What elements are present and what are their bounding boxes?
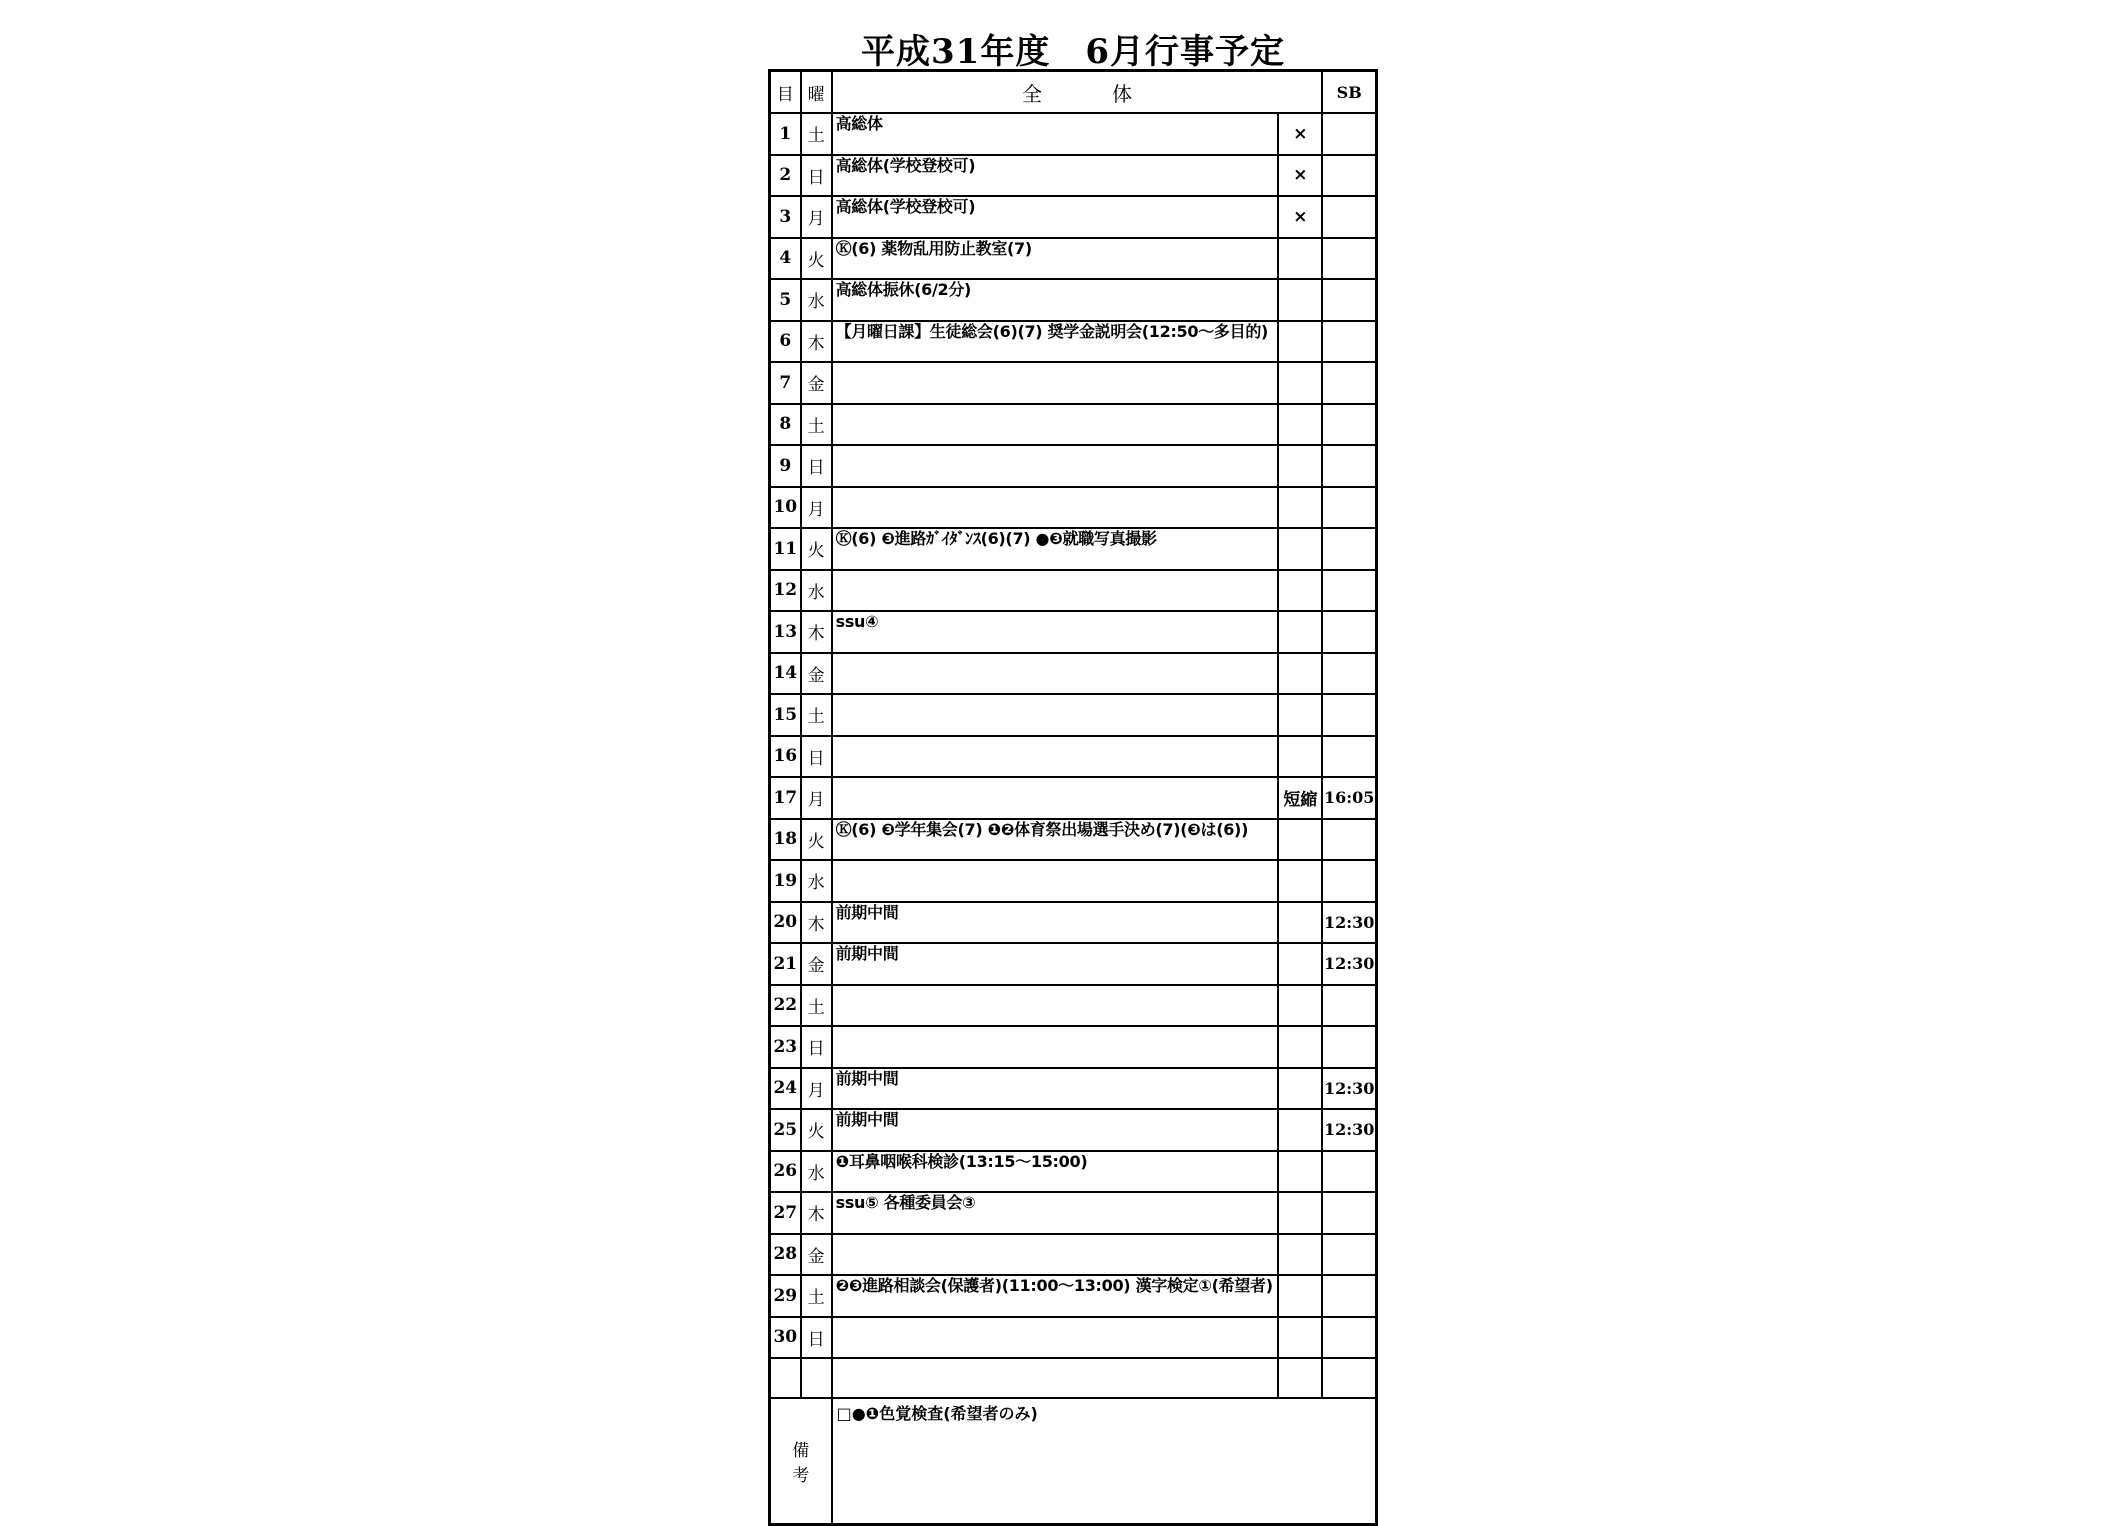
sb-cell bbox=[1322, 1234, 1376, 1276]
schedule-row bbox=[770, 1275, 1377, 1317]
day-cell: 23 bbox=[770, 1026, 801, 1068]
schedule-row bbox=[770, 404, 1377, 446]
schedule-row bbox=[770, 1151, 1377, 1193]
event-cell bbox=[832, 860, 1279, 902]
weekday-cell: 水 bbox=[801, 570, 832, 612]
weekday-cell: 金 bbox=[801, 362, 832, 404]
day-cell: 22 bbox=[770, 985, 801, 1027]
sb-cell bbox=[1322, 1192, 1376, 1234]
sb-cell bbox=[1322, 528, 1376, 570]
weekday-cell: 土 bbox=[801, 404, 832, 446]
schedule-row bbox=[770, 487, 1377, 529]
sb-cell bbox=[1322, 694, 1376, 736]
sb-cell bbox=[1322, 1317, 1376, 1359]
weekday-cell: 月 bbox=[801, 777, 832, 819]
mark-cell bbox=[1278, 1109, 1322, 1151]
day-cell: 6 bbox=[770, 321, 801, 363]
schedule-row bbox=[770, 528, 1377, 570]
schedule-row bbox=[770, 238, 1377, 280]
day-cell: 4 bbox=[770, 238, 801, 280]
schedule-row bbox=[770, 1109, 1377, 1151]
sb-cell bbox=[1322, 736, 1376, 778]
weekday-cell: 木 bbox=[801, 902, 832, 944]
header-zentai: 全体 bbox=[832, 71, 1323, 114]
event-cell: 前期中間 bbox=[832, 902, 1279, 944]
event-cell: ssu④ bbox=[832, 611, 1279, 653]
header-day: 目 bbox=[770, 71, 801, 114]
weekday-cell: 火 bbox=[801, 1109, 832, 1151]
sb-cell bbox=[1322, 445, 1376, 487]
schedule-row bbox=[770, 570, 1377, 612]
sb-cell bbox=[1322, 279, 1376, 321]
weekday-cell: 火 bbox=[801, 528, 832, 570]
event-cell bbox=[832, 736, 1279, 778]
day-cell: 9 bbox=[770, 445, 801, 487]
schedule-row bbox=[770, 943, 1377, 985]
day-cell: 25 bbox=[770, 1109, 801, 1151]
day-cell: 24 bbox=[770, 1068, 801, 1110]
mark-cell bbox=[1278, 1068, 1322, 1110]
weekday-cell: 火 bbox=[801, 238, 832, 280]
schedule-row bbox=[770, 611, 1377, 653]
schedule-row bbox=[770, 279, 1377, 321]
mark-cell bbox=[1278, 902, 1322, 944]
event-cell: ❷❸進路相談会(保護者)(11:00～13:00) 漢字検定①(希望者) bbox=[832, 1275, 1279, 1317]
weekday-cell: 月 bbox=[801, 1068, 832, 1110]
event-cell: 高総体(学校登校可) bbox=[832, 155, 1279, 197]
event-cell: 高総体(学校登校可) bbox=[832, 196, 1279, 238]
day-cell: 2 bbox=[770, 155, 801, 197]
notes-label: 備考 bbox=[770, 1398, 832, 1525]
schedule-row bbox=[770, 1234, 1377, 1276]
page-title: 平成31年度 6月行事予定 bbox=[861, 32, 1285, 72]
weekday-cell: 火 bbox=[801, 819, 832, 861]
weekday-cell: 日 bbox=[801, 736, 832, 778]
mark-cell bbox=[1278, 653, 1322, 695]
day-cell: 17 bbox=[770, 777, 801, 819]
mark-cell bbox=[1278, 404, 1322, 446]
mark-cell bbox=[1278, 1317, 1322, 1359]
day-cell: 30 bbox=[770, 1317, 801, 1359]
weekday-cell: 土 bbox=[801, 694, 832, 736]
weekday-cell: 金 bbox=[801, 653, 832, 695]
event-cell: Ⓚ(6) ❸学年集会(7) ❶❷体育祭出場選手決め(7)(❸は(6)) bbox=[832, 819, 1279, 861]
sb-cell: 12:30 bbox=[1322, 1068, 1376, 1110]
event-cell: Ⓚ(6) 薬物乱用防止教室(7) bbox=[832, 238, 1279, 280]
day-cell: 14 bbox=[770, 653, 801, 695]
schedule-row bbox=[770, 155, 1377, 197]
day-cell: 10 bbox=[770, 487, 801, 529]
event-cell: 高総体振休(6/2分) bbox=[832, 279, 1279, 321]
mark-cell bbox=[1278, 943, 1322, 985]
schedule-row bbox=[770, 1192, 1377, 1234]
schedule-row bbox=[770, 1068, 1377, 1110]
notes-row bbox=[770, 1398, 1377, 1525]
blank-row bbox=[770, 1358, 1377, 1398]
mark-cell bbox=[1278, 279, 1322, 321]
blank-cell bbox=[1322, 1358, 1376, 1398]
schedule-row bbox=[770, 860, 1377, 902]
weekday-cell: 木 bbox=[801, 321, 832, 363]
event-cell: 高総体 bbox=[832, 113, 1279, 155]
sb-cell bbox=[1322, 404, 1376, 446]
schedule-table bbox=[768, 69, 1378, 1526]
sb-cell bbox=[1322, 1151, 1376, 1193]
weekday-cell: 木 bbox=[801, 611, 832, 653]
sb-cell bbox=[1322, 570, 1376, 612]
mark-cell bbox=[1278, 362, 1322, 404]
mark-cell bbox=[1278, 860, 1322, 902]
sb-cell: 12:30 bbox=[1322, 902, 1376, 944]
day-cell: 8 bbox=[770, 404, 801, 446]
weekday-cell: 木 bbox=[801, 1192, 832, 1234]
mark-cell bbox=[1278, 1192, 1322, 1234]
event-cell bbox=[832, 445, 1279, 487]
day-cell: 20 bbox=[770, 902, 801, 944]
sb-cell bbox=[1322, 611, 1376, 653]
mark-cell: × bbox=[1278, 155, 1322, 197]
day-cell: 15 bbox=[770, 694, 801, 736]
sb-cell bbox=[1322, 487, 1376, 529]
weekday-cell: 日 bbox=[801, 1026, 832, 1068]
sb-cell bbox=[1322, 860, 1376, 902]
sb-cell bbox=[1322, 1026, 1376, 1068]
sb-cell bbox=[1322, 238, 1376, 280]
sb-cell bbox=[1322, 819, 1376, 861]
weekday-cell: 日 bbox=[801, 155, 832, 197]
weekday-cell: 土 bbox=[801, 1275, 832, 1317]
sb-cell: 12:30 bbox=[1322, 943, 1376, 985]
schedule-row bbox=[770, 694, 1377, 736]
weekday-cell: 日 bbox=[801, 445, 832, 487]
sb-cell bbox=[1322, 321, 1376, 363]
weekday-cell: 金 bbox=[801, 1234, 832, 1276]
day-cell: 18 bbox=[770, 819, 801, 861]
schedule-row bbox=[770, 736, 1377, 778]
event-cell bbox=[832, 1317, 1279, 1359]
schedule-row bbox=[770, 196, 1377, 238]
weekday-cell: 土 bbox=[801, 985, 832, 1027]
header-row bbox=[770, 71, 1377, 114]
sb-cell: 12:30 bbox=[1322, 1109, 1376, 1151]
day-cell: 12 bbox=[770, 570, 801, 612]
event-cell: Ⓚ(6) ❸進路ｶﾞｲﾀﾞﾝｽ(6)(7) ●❸就職写真撮影 bbox=[832, 528, 1279, 570]
mark-cell bbox=[1278, 487, 1322, 529]
mark-cell bbox=[1278, 570, 1322, 612]
event-cell: 前期中間 bbox=[832, 1109, 1279, 1151]
event-cell: ssu⑤ 各種委員会③ bbox=[832, 1192, 1279, 1234]
mark-cell bbox=[1278, 1234, 1322, 1276]
notes-text: □●❶色覚検査(希望者のみ) bbox=[832, 1398, 1377, 1525]
header-dow: 曜 bbox=[801, 71, 832, 114]
weekday-cell: 水 bbox=[801, 1151, 832, 1193]
event-cell bbox=[832, 777, 1279, 819]
day-cell: 19 bbox=[770, 860, 801, 902]
mark-cell bbox=[1278, 694, 1322, 736]
event-cell bbox=[832, 653, 1279, 695]
mark-cell bbox=[1278, 528, 1322, 570]
blank-cell bbox=[770, 1358, 801, 1398]
sb-cell bbox=[1322, 113, 1376, 155]
weekday-cell: 日 bbox=[801, 1317, 832, 1359]
weekday-cell: 水 bbox=[801, 860, 832, 902]
blank-cell bbox=[801, 1358, 832, 1398]
weekday-cell: 水 bbox=[801, 279, 832, 321]
day-cell: 13 bbox=[770, 611, 801, 653]
header-sb: SB bbox=[1322, 71, 1376, 114]
event-cell: 前期中間 bbox=[832, 1068, 1279, 1110]
mark-cell bbox=[1278, 819, 1322, 861]
sb-cell bbox=[1322, 985, 1376, 1027]
schedule-row bbox=[770, 1026, 1377, 1068]
mark-cell bbox=[1278, 611, 1322, 653]
mark-cell: 短縮 bbox=[1278, 777, 1322, 819]
schedule-row bbox=[770, 819, 1377, 861]
mark-cell bbox=[1278, 1026, 1322, 1068]
event-cell bbox=[832, 487, 1279, 529]
mark-cell bbox=[1278, 1151, 1322, 1193]
day-cell: 5 bbox=[770, 279, 801, 321]
weekday-cell: 月 bbox=[801, 196, 832, 238]
day-cell: 27 bbox=[770, 1192, 801, 1234]
day-cell: 21 bbox=[770, 943, 801, 985]
day-cell: 26 bbox=[770, 1151, 801, 1193]
mark-cell bbox=[1278, 1275, 1322, 1317]
event-cell bbox=[832, 362, 1279, 404]
schedule-row bbox=[770, 985, 1377, 1027]
schedule-row bbox=[770, 777, 1377, 819]
event-cell: 前期中間 bbox=[832, 943, 1279, 985]
sb-cell bbox=[1322, 653, 1376, 695]
day-cell: 3 bbox=[770, 196, 801, 238]
mark-cell bbox=[1278, 321, 1322, 363]
sb-cell: 16:05 bbox=[1322, 777, 1376, 819]
event-cell bbox=[832, 1234, 1279, 1276]
day-cell: 11 bbox=[770, 528, 801, 570]
mark-cell: × bbox=[1278, 196, 1322, 238]
event-cell bbox=[832, 1026, 1279, 1068]
mark-cell bbox=[1278, 736, 1322, 778]
sb-cell bbox=[1322, 362, 1376, 404]
event-cell: 【月曜日課】生徒総会(6)(7) 奨学金説明会(12:50～多目的) bbox=[832, 321, 1279, 363]
day-cell: 28 bbox=[770, 1234, 801, 1276]
event-cell bbox=[832, 570, 1279, 612]
sb-cell bbox=[1322, 196, 1376, 238]
sb-cell bbox=[1322, 1275, 1376, 1317]
event-cell bbox=[832, 694, 1279, 736]
day-cell: 16 bbox=[770, 736, 801, 778]
weekday-cell: 土 bbox=[801, 113, 832, 155]
weekday-cell: 月 bbox=[801, 487, 832, 529]
event-cell bbox=[832, 404, 1279, 446]
event-cell: ❶耳鼻咽喉科検診(13:15～15:00) bbox=[832, 1151, 1279, 1193]
schedule-body bbox=[770, 113, 1377, 1358]
day-cell: 7 bbox=[770, 362, 801, 404]
schedule-row bbox=[770, 113, 1377, 155]
schedule-row bbox=[770, 1317, 1377, 1359]
mark-cell bbox=[1278, 985, 1322, 1027]
blank-cell bbox=[1278, 1358, 1322, 1398]
schedule-row bbox=[770, 653, 1377, 695]
schedule-row bbox=[770, 445, 1377, 487]
sb-cell bbox=[1322, 155, 1376, 197]
day-cell: 29 bbox=[770, 1275, 801, 1317]
schedule-row bbox=[770, 902, 1377, 944]
mark-cell bbox=[1278, 445, 1322, 487]
mark-cell: × bbox=[1278, 113, 1322, 155]
mark-cell bbox=[1278, 238, 1322, 280]
day-cell: 1 bbox=[770, 113, 801, 155]
blank-cell bbox=[832, 1358, 1279, 1398]
schedule-row bbox=[770, 321, 1377, 363]
event-cell bbox=[832, 985, 1279, 1027]
weekday-cell: 金 bbox=[801, 943, 832, 985]
schedule-row bbox=[770, 362, 1377, 404]
